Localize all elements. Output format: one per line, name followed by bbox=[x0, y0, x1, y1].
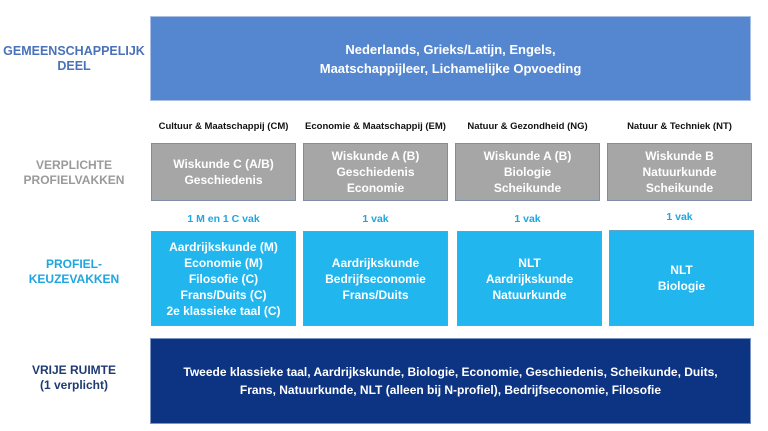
elective-count-ng: 1 vak bbox=[514, 213, 541, 225]
profile-header-em: Economie & Maatschappij (EM) bbox=[305, 121, 446, 132]
free-space-line: Tweede klassieke taal, Aardrijkskunde, Biologie, Economie, Geschiedenis, Scheikunde, Duits, bbox=[183, 365, 718, 379]
mandatory-box-em bbox=[303, 143, 448, 201]
subject: Scheikunde bbox=[493, 181, 562, 195]
subject: Geschiedenis bbox=[184, 173, 263, 187]
row-label-profielkeuzevakken bbox=[0, 257, 148, 287]
subject: Aardrijkskunde (M) bbox=[169, 239, 278, 254]
subject: Geschiedenis bbox=[336, 165, 415, 179]
elective-box-cm bbox=[151, 231, 296, 326]
elective-count-cm: 1 M en 1 C vak bbox=[187, 213, 260, 225]
elective-count-em: 1 vak bbox=[362, 213, 389, 225]
row-label-line: GEMEENSCHAPPELIJK bbox=[3, 44, 145, 58]
subject: Wiskunde C (A/B) bbox=[173, 157, 274, 171]
profile-header-ng: Natuur & Gezondheid (NG) bbox=[467, 121, 588, 132]
subject: Natuurkunde bbox=[642, 165, 717, 179]
subject: Natuurkunde bbox=[492, 287, 567, 302]
common-subjects-box bbox=[150, 16, 751, 101]
row-label-line: VRIJE RUIMTE bbox=[31, 363, 116, 377]
subject: Frans/Duits bbox=[342, 287, 409, 302]
subject: Economie (M) bbox=[184, 255, 263, 270]
row-label-line: VERPLICHTE bbox=[35, 158, 112, 172]
elective-count-nt: 1 vak bbox=[666, 211, 693, 223]
profile-header-nt: Natuur & Techniek (NT) bbox=[627, 121, 732, 132]
row-label-line: (1 verplicht) bbox=[39, 378, 108, 392]
subject: Biologie bbox=[657, 279, 706, 293]
subject: Biologie bbox=[503, 165, 552, 179]
common-subjects-line: Nederlands, Grieks/Latijn, Engels, bbox=[345, 41, 556, 57]
subject: NLT bbox=[670, 263, 693, 277]
subject: Filosofie (C) bbox=[188, 271, 259, 286]
row-label-gemeenschappelijk-deel bbox=[0, 44, 148, 74]
subject: Economie bbox=[346, 181, 405, 195]
subject: Bedrijfseconomie bbox=[325, 271, 426, 286]
subject: Aardrijkskunde bbox=[485, 271, 574, 286]
row-label-line: DEEL bbox=[57, 59, 91, 73]
free-space-line: Frans, Natuurkunde, NLT (alleen bij N-profiel), Bedrijfseconomie, Filosofie bbox=[239, 383, 662, 397]
row-label-line: KEUZEVAKKEN bbox=[28, 272, 120, 286]
subject: Wiskunde B bbox=[645, 149, 714, 163]
elective-box-em bbox=[303, 231, 448, 326]
subject: Frans/Duits (C) bbox=[180, 287, 267, 302]
subject: Aardrijkskunde bbox=[331, 255, 420, 270]
mandatory-box-ng bbox=[455, 143, 600, 201]
mandatory-box-cm bbox=[151, 143, 296, 201]
subject: Wiskunde A (B) bbox=[331, 149, 420, 163]
subject: Scheikunde bbox=[645, 181, 714, 195]
mandatory-box-nt bbox=[607, 143, 752, 201]
row-label-verplichte-profielvakken bbox=[0, 158, 148, 188]
common-subjects-line: Maatschappijleer, Lichamelijke Opvoeding bbox=[319, 60, 582, 76]
subject: Wiskunde A (B) bbox=[483, 149, 572, 163]
free-space-box bbox=[150, 338, 751, 424]
subject: 2e klassieke taal (C) bbox=[166, 303, 281, 318]
elective-box-nt bbox=[609, 230, 754, 326]
elective-box-ng bbox=[457, 231, 602, 326]
row-label-line: PROFIELVAKKEN bbox=[23, 173, 125, 187]
profile-header-cm: Cultuur & Maatschappij (CM) bbox=[158, 121, 289, 132]
row-label-vrije-ruimte bbox=[0, 363, 148, 393]
row-label-line: PROFIEL- bbox=[46, 257, 102, 271]
subject: NLT bbox=[518, 255, 541, 270]
